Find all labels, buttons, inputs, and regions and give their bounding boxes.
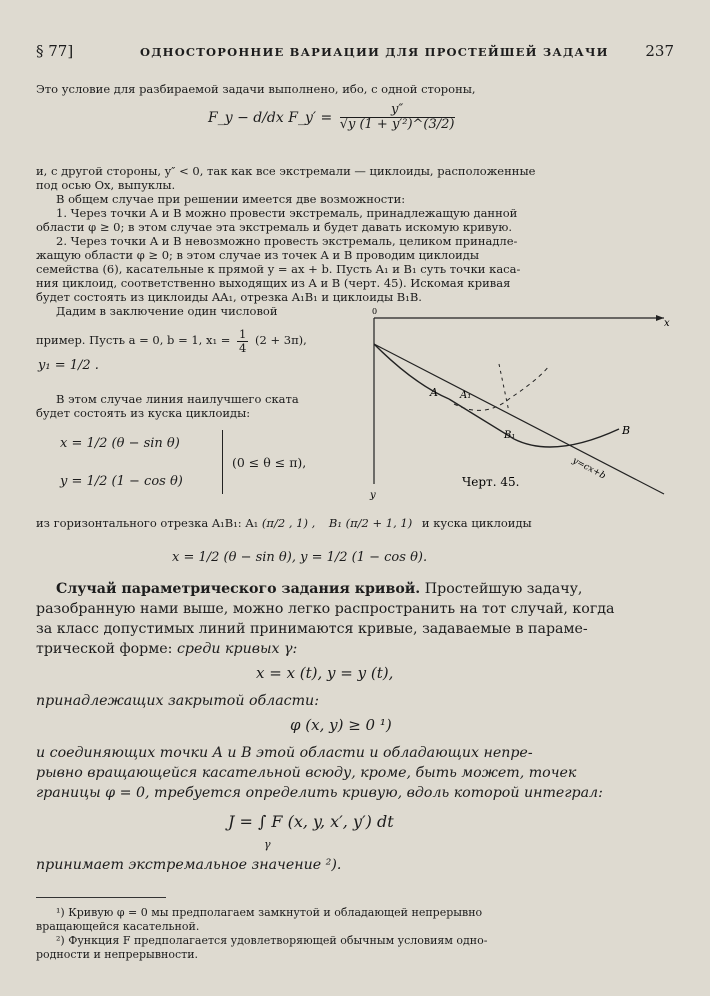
- text-line: рывно вращающейся касательной всюду, кроме, быть может, точек: [36, 765, 577, 781]
- formula-y-param: y = 1/2 (1 − cos θ): [60, 474, 183, 489]
- text-line: под осью Ox, выпуклы.: [36, 178, 176, 192]
- text-line: будет состоять из циклоиды AA₁, отрезка A₁B₁ и циклоиды B₁B.: [36, 290, 422, 304]
- formula-lhs: F_y − d/dx F_y′ =: [208, 109, 333, 126]
- text-line: ния циклоид, соответственно выходящих из A и B (черт. 45). Искомая кривая: [36, 276, 511, 290]
- cycloid-arc-b: [514, 429, 619, 447]
- formula-cycloid-2: x = 1/2 (θ − sin θ), y = 1/2 (1 − cos θ).: [172, 550, 428, 565]
- label-b1: B₁: [504, 430, 516, 441]
- text-line: Дадим в заключение один числовой: [56, 304, 278, 318]
- text-line: принадлежащих закрытой области:: [36, 693, 319, 709]
- page-number: 237: [645, 42, 674, 60]
- footnote-rule: [36, 897, 166, 898]
- label-a1: A₁: [460, 390, 472, 401]
- text-line: принимает экстремальное значение ²).: [36, 857, 342, 873]
- text-line: [36, 516, 532, 530]
- label-x: x: [664, 318, 670, 329]
- dashed-cycloid: [454, 366, 549, 410]
- text-line: В этом случае линия наилучшего ската: [56, 392, 299, 406]
- segment-text-end: и куска циклоиды: [421, 516, 532, 530]
- footnote-line: родности и непрерывности.: [36, 948, 199, 961]
- integral-subscript: γ: [264, 838, 271, 851]
- text-line: семейства (6), касательные к прямой y = ax + b. Пусть A₁ и B₁ суть точки каса-: [36, 262, 521, 276]
- running-title: ОДНОСТОРОННИЕ ВАРИАЦИИ ДЛЯ ПРОСТЕЙШЕЙ ЗАДАЧИ: [140, 45, 609, 59]
- text-line: [36, 640, 297, 658]
- segment-text: из горизонтального отрезка A₁B₁: A₁: [36, 516, 259, 530]
- footnote-line: вращающейся касательной.: [36, 920, 200, 933]
- fraction-numerator: 1: [239, 327, 247, 341]
- example-text-end: (2 + 3π),: [255, 333, 307, 348]
- text-line: 2. Через точки A и B невозможно провесть экстремаль, целиком принадле-: [56, 234, 518, 248]
- formula-fraction: [340, 103, 455, 133]
- footnote-line: ¹) Кривую φ = 0 мы предполагаем замкнутой и обладающей непрерывно: [56, 906, 483, 919]
- text-line: границы φ = 0, требуется определить кривую, вдоль которой интеграл:: [36, 785, 603, 801]
- text-line: В общем случае при решении имеется две возможности:: [56, 192, 406, 206]
- text-line: и, с другой стороны, y″ < 0, так как все экстремали — циклоиды, расположенные: [36, 164, 536, 178]
- formula-b1: B₁ (π/2 + 1, 1): [328, 516, 413, 530]
- label-y: y: [370, 490, 376, 501]
- paragraph-italic: среди кривых γ:: [172, 641, 298, 657]
- formula-variation: [208, 103, 458, 133]
- text-line: Это условие для разбираемой задачи выполнено, ибо, с одной стороны,: [36, 82, 476, 96]
- formula-param-curve: x = x (t), y = y (t),: [256, 664, 394, 682]
- fraction-quarter: [237, 328, 248, 354]
- formula-x-param: x = 1/2 (θ − sin θ): [60, 436, 180, 451]
- paragraph-text: трической форме:: [36, 641, 173, 657]
- fraction-denominator: 4: [239, 340, 247, 355]
- section-number: § 77]: [36, 42, 74, 60]
- text-line: за класс допустимых линий принимаются кривые, задаваемые в параме-: [36, 621, 588, 637]
- text-line: жащую области φ ≥ 0; в этом случае из точек A и B проводим циклоиды: [36, 248, 480, 262]
- line-ycxb: [374, 344, 664, 494]
- paragraph-heading: Случай параметрического задания кривой.: [56, 581, 421, 597]
- example-text: пример. Пусть a = 0, b = 1, x₁ =: [36, 333, 231, 348]
- fraction-numerator: y″: [340, 103, 455, 118]
- brace: [216, 430, 223, 494]
- param-range: (0 ≤ θ ≤ π),: [232, 455, 307, 470]
- text-line: и соединяющих точки A и B этой области и обладающих непре-: [36, 745, 533, 761]
- figure-45: [364, 304, 674, 504]
- fraction-denominator: √y (1 + y′²)^(3/2): [339, 117, 455, 133]
- text-line: [36, 328, 307, 354]
- label-b: B: [622, 424, 631, 437]
- formula-region: φ (x, y) ≥ 0 ¹): [290, 716, 392, 734]
- arrow-icon: [656, 315, 664, 321]
- label-a: A: [430, 386, 438, 399]
- paragraph-text: Простейшую задачу,: [420, 581, 583, 597]
- label-line: y=cx+b: [570, 455, 608, 482]
- formula-integral: J = ∫ F (x, y, x′, y′) dt: [228, 812, 394, 831]
- footnote-line: ²) Функция F предполагается удовлетворяющей обычным условиям одно-: [56, 934, 488, 947]
- formula-y1: y₁ = 1/2 .: [38, 358, 99, 373]
- text-line: области φ ≥ 0; в этом случае эта экстремаль и будет давать искомую кривую.: [36, 220, 512, 234]
- formula-a1: (π/2 , 1) ,: [261, 516, 316, 530]
- text-line: [56, 580, 582, 598]
- figure-caption: Черт. 45.: [462, 475, 520, 489]
- text-line: 1. Через точки A и B можно провести экстремаль, принадлежащую данной: [56, 206, 518, 220]
- label-origin: 0: [372, 307, 378, 316]
- text-line: будет состоять из куска циклоиды:: [36, 406, 251, 420]
- text-line: разобранную нами выше, можно легко распространить на тот случай, когда: [36, 601, 615, 617]
